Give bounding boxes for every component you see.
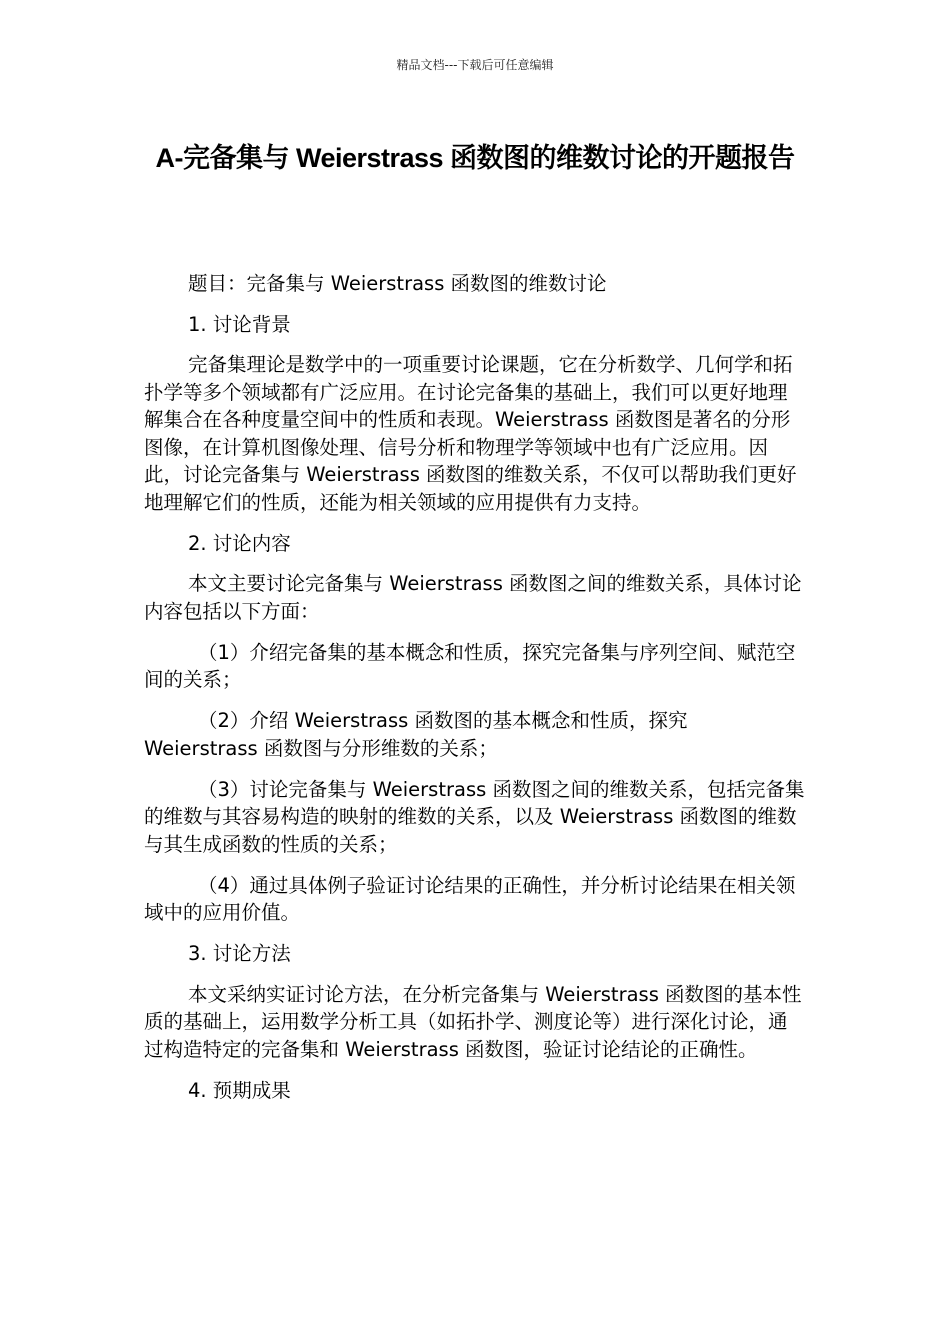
section-heading-method: 3. 讨论方法 [188, 942, 291, 965]
section-heading-background: 1. 讨论背景 [188, 312, 291, 336]
document-title: A-完备集与 Weierstrass 函数图的维数讨论的开题报告 [155, 143, 795, 173]
content-list-item: （1）介绍完备集的基本概念和性质，探究完备集与序列空间、赋范空间的关系； [144, 640, 796, 691]
section-heading-expected-results: 4. 预期成果 [188, 1078, 291, 1102]
topic-line: 题目：完备集与 Weierstrass 函数图的维数讨论 [188, 272, 607, 295]
section-heading-content: 2. 讨论内容 [188, 531, 291, 555]
page-header-note: 精品文档---下载后可任意编辑 [396, 58, 554, 72]
content-list-item: （2）介绍 Weierstrass 函数图的基本概念和性质，探究 Weierstrass 函数图与分形维数的关系； [144, 709, 688, 760]
document-body [144, 270, 806, 1117]
method-paragraph: 本文采纳实证讨论方法，在分析完备集与 Weierstrass 函数图的基本性质的基础上，运用数学分析工具（如拓扑学、测度论等）进行深化讨论，通过构造特定的完备集和 Weierstrass 函数图，验证讨论结论的正确性。 [144, 982, 802, 1061]
content-list-item: （4）通过具体例子验证讨论结果的正确性，并分析讨论结果在相关领域中的应用价值。 [144, 873, 796, 924]
content-intro-paragraph: 本文主要讨论完备集与 Weierstrass 函数图之间的维数关系，具体讨论内容包括以下方面： [144, 572, 802, 623]
content-list-item: （3）讨论完备集与 Weierstrass 函数图之间的维数关系，包括完备集的维数与其容易构造的映射的维数的关系，以及 Weierstrass 函数图的维数与其生成函数的性质的关系； [144, 777, 805, 856]
background-paragraph: 完备集理论是数学中的一项重要讨论课题，它在分析数学、几何学和拓扑学等多个领域都有广泛应用。在讨论完备集的基础上，我们可以更好地理解集合在各种度量空间中的性质和表现。Weierstrass 函数图是著名的分形图像，在计算机图像处理、信号分析和物理学等领域中也有广泛应用。因此，讨论完备集与 Weierstrass 函数图的维数关系，不仅可以帮助我们更好地理解它们的性质，还能为相关领域的应用提供有力支持。 [144, 353, 797, 514]
